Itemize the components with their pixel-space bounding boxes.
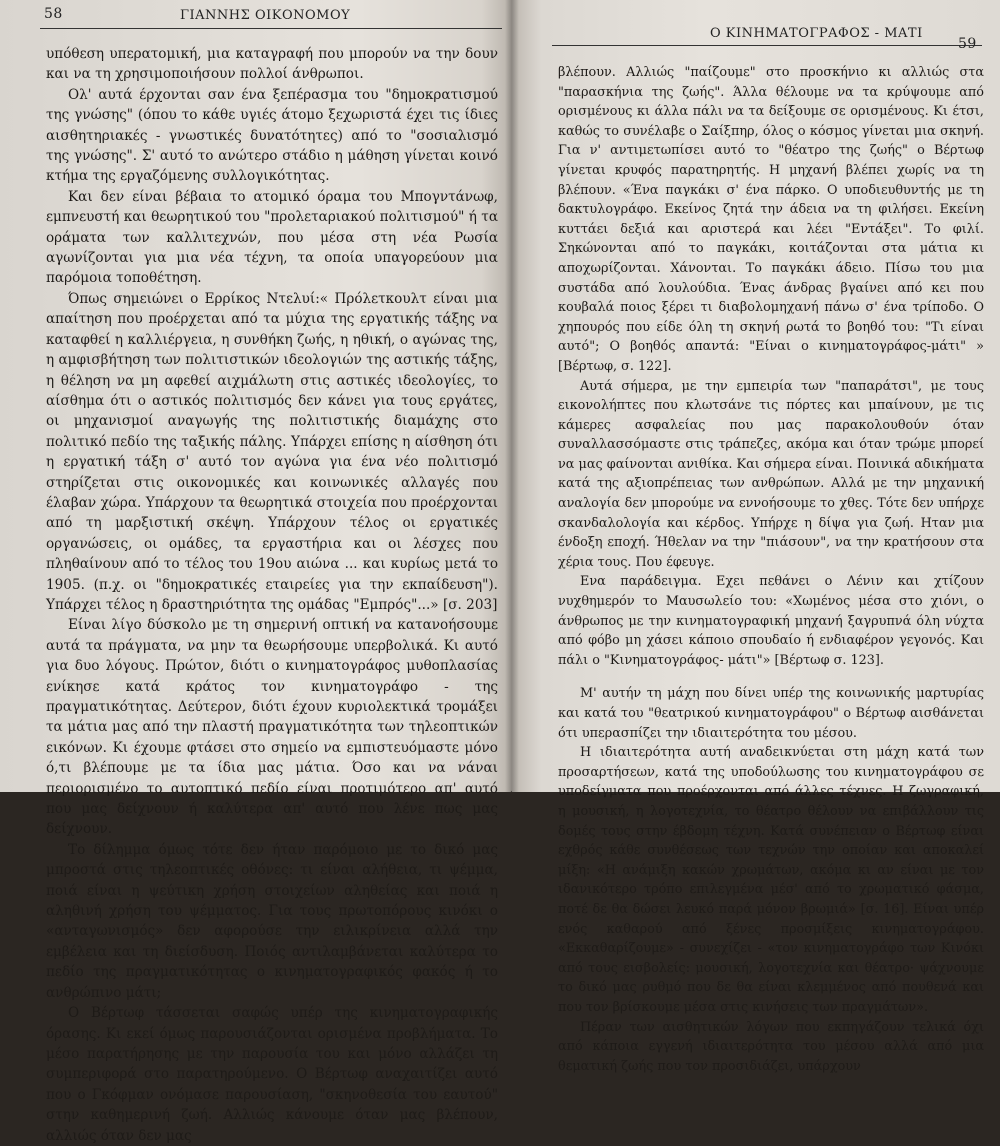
paragraph: Αυτά σήμερα, με την εμπειρία των "παπαράτσι", με τους εικονολήπτες που κλωτσάνε τις πόρτες και μπαίνουν, με τις κάμερες ασφαλείας που μας παρακολουθούν όταν συναλλασσόμαστε στις τράπεζες, ακόμα και όταν τρώμε μπορεί να μας φαίνονται ανιθίκα. Και σήμερα είναι. Ποινικά αδικήματα κατά της αξιοπρέπειας των ανθρώπων. Αλλά με την μηχανική αναλογία δεν μπορούμε να εννοήσουμε το χθες. Τότε δεν υπήρχε σκανδαλολογία και κέρδος. Υπήρχε η δίψα για ζωή. Ηταν μια ένδοξη εποχή. Ήθελαν να την "πιάσουν", να την κρατήσουν στα χέρια τους. Που έφευγε. [558,378,984,570]
left-header-rule [40,28,502,29]
paragraph: Η ιδιαιτερότητα αυτή αναδεικνύεται στη μάχη κατά των προσαρτήσεων, κατά της υποδούλωσης του κινηματογράφου σε υποδείγματα που προέρχονται από άλλες τέχνες. Η ζωγραφική, η μουσική, η λογοτεχνία, το θέατρο θέλουν να επιβάλλουν τις δομές τους στην έβδομη τέχνη. Κατά συνέπειαν ο Βέρτωφ είναι εχθρός κάθε συνθέσεως των τεχνών την οποίαν και αποκαλεί μίξη: «Η ανάμιξη κακών χρωμάτων, ακόμα κι αν είναι με τον ιδανικότερο τρόπο επιλεγμένα μέσ' από το χρωματικό φάσμα, ποτέ δε θα δώσει λευκό παρά μόνον βρωμιά» [σ. 16]. Είναι υπέρ ενός καθαρού από ξένες προσμίξεις κινηματογράφου. «Εκκαθαρίζουμε» - συνεχίζει - «τον κινηματογράφο των Κινόκι από τους εισβολείς: μουσική, λογοτεχνία και θέατρο· ψάχνουμε το δικό μας ρυθμό που δε θα είναι κλεμμένος από πουθενά και που τον βρίσκουμε μέσα στις κινήσεις των πραγμάτων». [558,745,984,1015]
paragraph: Ολ' αυτά έρχονται σαν ένα ξεπέρασμα του "δημοκρατισμού της γνώσης" (όπου το κάθε υγιές άτομο ξεχωριστά έχει τις ίδιες αισθητηριακές - γνωστικές δυνατότητες) από το "σοσιαλισμό της γνώσης". Σ' αυτό το ανώτερο στάδιο η μάθηση γίνεται κοινό κτήμα της εργαζόμενης συλλογικότητας. [46,86,498,185]
paragraph: Πέραν των αισθητικών λόγων που εκπηγάζουν τελικά όχι από κάποια εγγενή ιδιαιτερότητα του μέσου αλλά από μια θεματική ζωής που τον προσιδιάζει, υπάρχουν [558,1019,984,1074]
left-body-text [46,44,498,1146]
paragraph: υπόθεση υπερατομική, μια καταγραφή που μπορούν να την δουν και να τη χρησιμοποιήσουν πολλοί άνθρωποι. [46,46,498,83]
paragraph: Ο Βέρτωφ τάσσεται σαφώς υπέρ της κινηματογραφικής όρασης. Κι εκεί όμως παρουσιάζονται ορισμένα προβλήματα. Το μέσο παρατήρησης με την παρουσία του και μόνο αλλάζει τη συμπεριφορά στο παρατηρούμενο. Ο Βέρτωφ αναχαιτίζει αυτό που ο Γκόφμαν ονόμασε παρουσίαση, "σκηνοθεσία του εαυτού" στην καθημερινή ζωή. Αλλιώς κάνουμε όταν μας βλέπουν, αλλιώς όταν δεν μας [46,1005,498,1144]
paragraph: Και δεν είναι βέβαια το ατομικό όραμα του Μπογντάνωφ, εμπνευστή και θεωρητικού του "προλεταριακού πολιτισμού" ή τα οράματα των καλλιτεχνών, που μέσα στη νέα Ρωσία αγωνίζονται για μια νέα τέχνη, τα οποία υπαγορεύουν μια παρόμοια τοποθέτηση. [46,188,498,287]
right-running-head: Ο ΚΙΝΗΜΑΤΟΓΡΑΦΟΣ - ΜΑΤΙ [710,26,923,41]
paragraph: Όπως σημειώνει ο Ερρίκος Ντελυί:« Πρόλετκουλτ είναι μια απαίτηση που προέρχεται από τα μύχια της εργατικής τάξης να καταφθεί η καλλιέργεια, η συνθήκη ζωής, η ηθική, ο αγώνας της, η αμφισβήτηση των πολιτιστικών ιδεολογιών της αστικής τάξης, η θέληση να μη αφεθεί αιχμάλωτη στις αστικές ιδεολογίες, το αίσθημα ότι ο αστικός πολιτισμός δεν κάνει για τους εργάτες, οι μηχανισμοί αναγωγής της πολιτιστικής διαμάχης στο πολιτικό πεδίο της ταξικής πάλης. Υπάρχει επίσης η αίσθηση ότι η εργατική τάξη σ' αυτό τον αγώνα για ένα νέο πολιτισμό στηρίζεται στις οικονομικές και κοινωνικές αλλαγές που έλαβαν χώρα. Υπάρχουν τα θεωρητικά στοιχεία που προέρχονται από τη μαρξιστική σκέψη. Υπάρχουν τέλος οι εργατικές οργανώσεις, οι ομάδες, τα εργαστήρια και οι λέσχες που πληθαίνουν από το τέλος του 19ου αιώνα ... και κυρίως μετά το 1905. (π.χ. οι "δημοκρατικές εταιρείες για την εκπαίδευση"). Υπάρχει τέλος η δραστηριότητα της ομάδας "Εμπρός"...» [σ. 203] [46,290,498,613]
left-page-number: 58 [44,6,63,22]
right-page [512,0,1000,1074]
paragraph: Το δίλημμα όμως τότε δεν ήταν παρόμοιο με το δικό μας μπροστά στις τηλεοπτικές οθόνες: τι είναι αλήθεια, τι ψέμμα, ποιά είναι η ψεύτικη χρήση στοιχείων αληθείας και ποιά η αληθινή χρήση του ψέμματος. Για τους πρωτοπόρους κινόκι ο «ανταγωνισμός» δεν αφορούσε την ειλικρίνεια αλλά την εμβέλεια και τη διείσδυση. Ποιός αντιλαμβάνεται καλύτερα το πεδίο της πραγματικότητας ο κινηματογραφικός φακός ή το ανθρώπινο μάτι; [46,841,498,1001]
paragraph: Ενα παράδειγμα. Εχει πεθάνει ο Λένιν και χτίζουν νυχθημερόν το Μαυσωλείο του: «Χωμένος μέσα στο χιόνι, ο άνθρωπος με την κινηματογραφική μηχανή ξαγρυπνά όλη νύχτα από φόβο μη χάσει κάποιο σπουδαίο ή ενδιαφέρον γεγονός. Και πάλι ο "Κινηματογράφος- μάτι"» [Βέρτωφ σ. 123]. [558,574,984,668]
right-header-rule [552,45,982,46]
paragraph: Μ' αυτήν τη μάχη που δίνει υπέρ της κοινωνικής μαρτυρίας και κατά του "θεατρικού κινηματογράφου" ο Βέρτωφ αισθάνεται ότι υπερασπίζει την ιδιαιτερότητα του μέσου. [558,686,984,741]
paragraph: Είναι λίγο δύσκολο με τη σημερινή οπτική να κατανοήσουμε αυτά τα πράγματα, να μην τα θεωρήσουμε υπερβολικά. Κι αυτό για δυο λόγους. Πρώτον, διότι ο κινηματογράφος μυθοπλασίας ενίκησε κατά κράτος τον κινηματογράφο - της πραγματικότητας. Δεύτερον, διότι έχουν κυριολεκτικά τρομάξει τα μάτια μας από την πλαστή πραγματικότητα των τηλεοπτικών εικόνων. Κι έχουμε φτάσει στο σημείο να εμπιστευόμαστε μόνο ό,τι βλέπουμε με τα ίδια μας μάτια. Όσο και να νάναι περιορισμένο το αυτοπτικό πεδίο είναι προτιμότερο απ' αυτό που μας δείχνουν ή καλύτερα απ' αυτό που λένε πως μας δείχνουν. [46,617,498,838]
paragraph: βλέπουν. Αλλιώς "παίζουμε" στο προσκήνιο κι αλλιώς στα "παρασκήνια της ζωής". Άλλα θέλουμε να τα κρύψουμε από ορισμένους κι άλλα πάλι να τα δείξουμε σε ορισμένους. Κι έτσι, καθώς το συνέλαβε ο Σαίξπηρ, όλος ο κόσμος γίνεται μια σκηνή. Για ν' αντιμετωπίσει αυτό το "θέατρο της ζωής" ο Βέρτωφ γίνεται κρυφός παρατηρητής. Η μηχανή βλέπει χωρίς να τη βλέπουν. «Ένα παγκάκι σ' ένα πάρκο. Ο υποδιευθυντής με τη δακτυλογράφο. Εκείνος ζητά την άδεια να τη φιλήσει. Εκείνη κυττάει δεξιά και αριστερά και λέει "Εντάξει". Το φιλί. Σηκώνονται από το παγκάκι, κοιτάζονται στα μάτια κι αποχωρίζονται. Χάνονται. Το παγκάκι άδειο. Πίσω του μια συστάδα από λουλούδια. Ένας άνδρας βγαίνει από κει που κουβαλά ποιος ξέρει τι διαβολομηχανή πάνω σ' ένα τρίποδο. Ο χηπουρός που είδε όλη τη σκηνή ρωτά το βοηθό του: "Τι είναι αυτό"; Ο βοηθός απαντά: "Είναι ο κινηματογράφος-μάτι" » [Βέρτωφ, σ. 122]. [558,65,984,374]
left-running-head: ΓΙΑΝΝΗΣ ΟΙΚΟΝΟΜΟΥ [180,8,351,23]
right-body-text [558,63,984,1076]
right-page-number: 59 [958,36,977,52]
